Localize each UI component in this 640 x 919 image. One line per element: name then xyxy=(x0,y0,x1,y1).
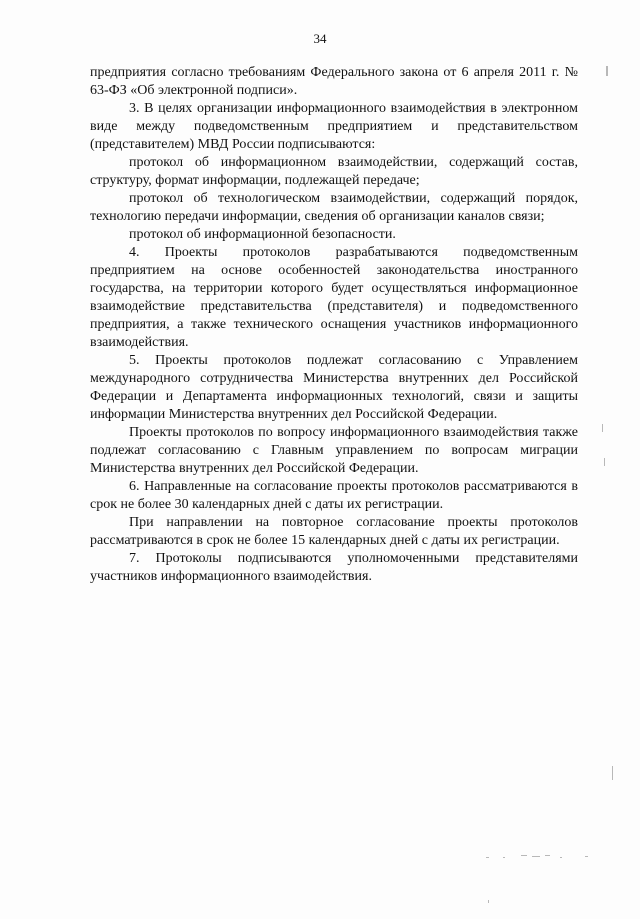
scan-speck xyxy=(545,855,550,856)
paragraph-protocol-technological: протокол об технологическом взаимодействии, содержащий порядок, технологию передачи информации, сведения об организации каналов связи; xyxy=(90,191,578,224)
scan-speck xyxy=(585,856,588,857)
scan-speck xyxy=(486,857,489,858)
scan-speck xyxy=(532,856,540,857)
scan-speck xyxy=(602,424,603,432)
paragraph-repeat-approval: При направлении на повторное согласование проекты протоколов рассматриваются в срок не более 15 календарных дней с даты их регистрации. xyxy=(90,515,578,548)
paragraph-item-4: 4. Проекты протоколов разрабатываются подведомственным предприятием на основе особенностей законодательства иностранного государства, на территории которого будет осуществляться информационное взаимодействие представительства (представителя) и подведомственного предприятия, а также технического оснащения участников информационного взаимодействия. xyxy=(90,245,578,350)
paragraph-item-5: 5. Проекты протоколов подлежат согласованию с Управлением международного сотрудничества Министерства внутренних дел Российской Федерации и Департамента информационных технологий, связи и защиты информации Министерства внутренних дел Российской Федерации. xyxy=(90,353,578,422)
paragraph-item-6: 6. Направленные на согласование проекты протоколов рассматриваются в срок не более 30 календарных дней с даты их регистрации. xyxy=(90,479,578,512)
scan-speck xyxy=(612,766,613,780)
scan-speck xyxy=(606,66,608,76)
paragraph-protocol-interaction: протокол об информационном взаимодействии, содержащий состав, структуру, формат информации, подлежащей передаче; xyxy=(90,155,578,188)
scan-speck xyxy=(604,458,605,466)
scan-speck xyxy=(488,900,489,903)
page-number: 34 xyxy=(313,31,327,46)
scan-speck xyxy=(560,857,562,858)
paragraph-migration-approval: Проекты протоколов по вопросу информационного взаимодействия также подлежат согласованию с Главным управлением по вопросам миграции Министерства внутренних дел Российской Федерации. xyxy=(90,425,578,476)
scan-speck xyxy=(521,855,527,856)
paragraph-continuation: предприятия согласно требованиям Федерального закона от 6 апреля 2011 г. № 63-ФЗ «Об электронной подписи». xyxy=(90,65,578,98)
paragraph-protocol-security: протокол об информационной безопасности. xyxy=(129,227,396,242)
document-body xyxy=(90,64,578,586)
paragraph-item-3: 3. В целях организации информационного взаимодействия в электронном виде между подведомственным предприятием и представительством (представителем) МВД России подписываются: xyxy=(90,101,578,152)
scan-speck xyxy=(503,857,505,858)
paragraph-item-7: 7. Протоколы подписываются уполномоченными представителями участников информационного взаимодействия. xyxy=(90,551,578,584)
